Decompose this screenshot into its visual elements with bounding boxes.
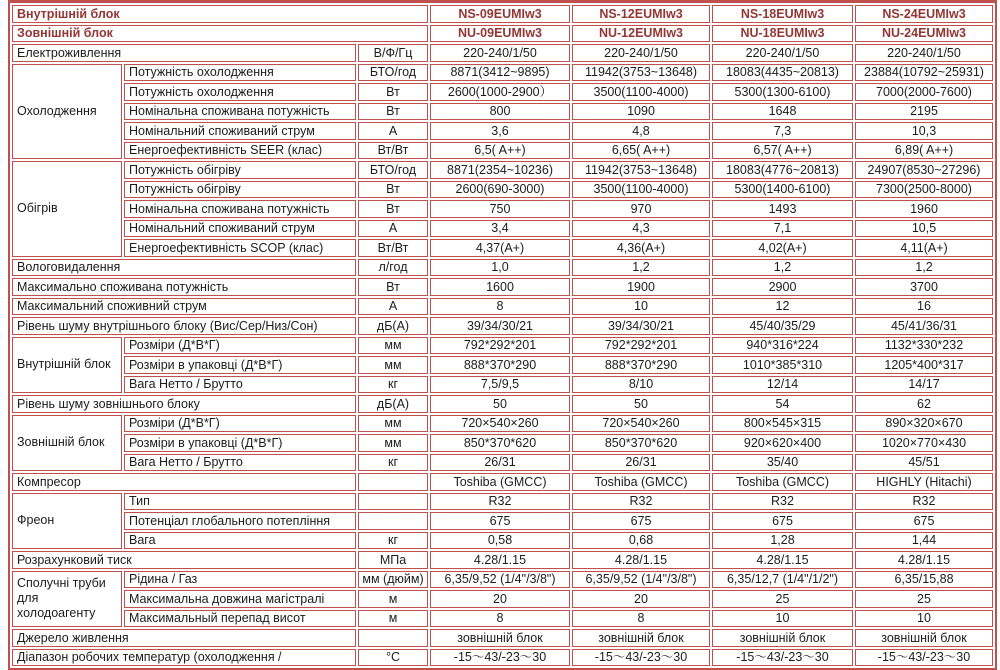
value-cell: 10 xyxy=(572,298,710,316)
value-cell: Toshiba (GMCC) xyxy=(572,473,710,491)
table-row xyxy=(12,629,993,647)
unit-cell: м xyxy=(358,610,428,628)
value-cell: 8 xyxy=(430,610,570,628)
table-row xyxy=(12,259,993,277)
value-cell: HIGHLY (Hitachi) xyxy=(855,473,993,491)
model-cell: NU-09EUMIw3 xyxy=(430,25,570,43)
table-row xyxy=(12,610,993,628)
table-row xyxy=(12,590,993,608)
unit-cell: дБ(А) xyxy=(358,317,428,335)
group-label-cell: Зовнішній блок xyxy=(12,415,122,472)
spec-label-cell: Номінальна споживана потужність xyxy=(124,200,356,218)
table-row xyxy=(12,454,993,472)
unit-cell: Вт/Вт xyxy=(358,239,428,257)
value-cell: 7,1 xyxy=(712,220,853,238)
value-cell: 7,3 xyxy=(712,122,853,140)
table-row xyxy=(12,551,993,569)
value-cell: 26/31 xyxy=(572,454,710,472)
value-cell: зовнішній блок xyxy=(855,629,993,647)
group-label-cell: Обігрів xyxy=(12,161,122,257)
spec-table xyxy=(8,0,997,670)
value-cell: 23884(10792~25931) xyxy=(855,64,993,82)
spec-label-cell: Потужність охолодження xyxy=(124,64,356,82)
spec-label-cell: Розрахунковий тиск xyxy=(12,551,356,569)
value-cell: R32 xyxy=(712,493,853,511)
value-cell: R32 xyxy=(572,493,710,511)
unit-cell: А xyxy=(358,298,428,316)
value-cell: 1020×770×430 xyxy=(855,434,993,452)
value-cell: 10 xyxy=(712,610,853,628)
value-cell: 3,6 xyxy=(430,122,570,140)
value-cell: зовнішній блок xyxy=(712,629,853,647)
unit-cell: В/Ф/Гц xyxy=(358,44,428,62)
value-cell: 12 xyxy=(712,298,853,316)
value-cell: 0,58 xyxy=(430,532,570,550)
model-cell: NS-18EUMIw3 xyxy=(712,5,853,23)
table-row xyxy=(12,376,993,394)
value-cell: 2195 xyxy=(855,103,993,121)
spec-label-cell: Номінальна споживана потужність xyxy=(124,103,356,121)
value-cell: 25 xyxy=(712,590,853,608)
table-row xyxy=(12,181,993,199)
value-cell: 675 xyxy=(430,512,570,530)
value-cell: 1648 xyxy=(712,103,853,121)
value-cell: 750 xyxy=(430,200,570,218)
group-label-cell: Охолодження xyxy=(12,64,122,160)
table-row xyxy=(12,142,993,160)
unit-cell: БТО/год xyxy=(358,64,428,82)
value-cell: 45/40/35/29 xyxy=(712,317,853,335)
spec-label-cell: Джерело живлення xyxy=(12,629,356,647)
value-cell: 1600 xyxy=(430,278,570,296)
value-cell: 220-240/1/50 xyxy=(712,44,853,62)
value-cell: 4.28/1.15 xyxy=(855,551,993,569)
value-cell: 970 xyxy=(572,200,710,218)
spec-label-cell: Вага Нетто / Брутто xyxy=(124,454,356,472)
value-cell: 6,35/9,52 (1/4"/3/8") xyxy=(430,571,570,589)
spec-label-cell: Розміри (Д*В*Г) xyxy=(124,337,356,355)
value-cell: 720×540×260 xyxy=(572,415,710,433)
value-cell: 1,44 xyxy=(855,532,993,550)
spec-label-cell: Розміри в упаковці (Д*В*Г) xyxy=(124,356,356,374)
unit-cell: кг xyxy=(358,376,428,394)
unit-cell: А xyxy=(358,220,428,238)
value-cell: 10,5 xyxy=(855,220,993,238)
value-cell: зовнішній блок xyxy=(572,629,710,647)
value-cell: 1493 xyxy=(712,200,853,218)
value-cell: 11942(3753~13648) xyxy=(572,64,710,82)
value-cell: 850*370*620 xyxy=(572,434,710,452)
group-label-cell: Сполучні труби для холодоагенту xyxy=(12,571,122,628)
value-cell: 4.28/1.15 xyxy=(572,551,710,569)
value-cell: 8871(3412~9895) xyxy=(430,64,570,82)
value-cell: 220-240/1/50 xyxy=(855,44,993,62)
value-cell: 3,4 xyxy=(430,220,570,238)
unit-cell: Вт xyxy=(358,278,428,296)
table-row xyxy=(12,278,993,296)
value-cell: 8 xyxy=(572,610,710,628)
table-row xyxy=(12,44,993,62)
value-cell: 35/40 xyxy=(712,454,853,472)
unit-cell: А xyxy=(358,122,428,140)
value-cell: 45/51 xyxy=(855,454,993,472)
table-row xyxy=(12,649,993,667)
value-cell: 1132*330*232 xyxy=(855,337,993,355)
value-cell: 888*370*290 xyxy=(572,356,710,374)
table-row xyxy=(12,239,993,257)
unit-cell: кг xyxy=(358,532,428,550)
value-cell: 11942(3753~13648) xyxy=(572,161,710,179)
value-cell: R32 xyxy=(430,493,570,511)
unit-cell: МПа xyxy=(358,551,428,569)
unit-cell xyxy=(358,493,428,511)
table-row xyxy=(12,298,993,316)
value-cell: 920×620×400 xyxy=(712,434,853,452)
value-cell: 7000(2000-7600) xyxy=(855,83,993,101)
value-cell: 50 xyxy=(430,395,570,413)
value-cell: 6,57( A++) xyxy=(712,142,853,160)
value-cell: 26/31 xyxy=(430,454,570,472)
value-cell: 24907(8530~27296) xyxy=(855,161,993,179)
value-cell: Toshiba (GMCC) xyxy=(712,473,853,491)
spec-label-cell: Діапазон робочих температур (охолодження / xyxy=(12,649,356,667)
value-cell: 1010*385*310 xyxy=(712,356,853,374)
value-cell: 940*316*224 xyxy=(712,337,853,355)
model-cell: NS-24EUMIw3 xyxy=(855,5,993,23)
header-label-cell: Зовнішній блок xyxy=(12,25,428,43)
unit-cell: БТО/год xyxy=(358,161,428,179)
value-cell: 6,35/12,7 (1/4"/1/2") xyxy=(712,571,853,589)
table-row xyxy=(12,356,993,374)
spec-label-cell: Рідина / Газ xyxy=(124,571,356,589)
value-cell: 6,35/9,52 (1/4"/3/8") xyxy=(572,571,710,589)
spec-label-cell: Максимальна довжина магістралі xyxy=(124,590,356,608)
value-cell: 220-240/1/50 xyxy=(572,44,710,62)
unit-cell: Вт/Вт xyxy=(358,142,428,160)
spec-label-cell: Максимальний споживний струм xyxy=(12,298,356,316)
table-row xyxy=(12,512,993,530)
value-cell: 4,8 xyxy=(572,122,710,140)
value-cell: 45/41/36/31 xyxy=(855,317,993,335)
value-cell: 1,2 xyxy=(712,259,853,277)
spec-label-cell: Потужність обігріву xyxy=(124,181,356,199)
model-cell: NU-24EUMIw3 xyxy=(855,25,993,43)
spec-label-cell: Вага Нетто / Брутто xyxy=(124,376,356,394)
unit-cell xyxy=(358,512,428,530)
value-cell: 6,5( A++) xyxy=(430,142,570,160)
value-cell: 1900 xyxy=(572,278,710,296)
value-cell: 1,28 xyxy=(712,532,853,550)
spec-label-cell: Розміри в упаковці (Д*В*Г) xyxy=(124,434,356,452)
value-cell: -15〜43/-23〜30 xyxy=(572,649,710,667)
value-cell: 6,65( A++) xyxy=(572,142,710,160)
value-cell: 792*292*201 xyxy=(430,337,570,355)
value-cell: 6,89( A++) xyxy=(855,142,993,160)
value-cell: 1,2 xyxy=(855,259,993,277)
value-cell: 25 xyxy=(855,590,993,608)
table-row xyxy=(12,317,993,335)
value-cell: 8/10 xyxy=(572,376,710,394)
value-cell: 20 xyxy=(572,590,710,608)
spec-label-cell: Енергоефективність SEER (клас) xyxy=(124,142,356,160)
table-row xyxy=(12,5,993,23)
value-cell: 888*370*290 xyxy=(430,356,570,374)
group-label-cell: Внутрішній блок xyxy=(12,337,122,394)
value-cell: 800×545×315 xyxy=(712,415,853,433)
value-cell: 62 xyxy=(855,395,993,413)
value-cell: 2600(690-3000) xyxy=(430,181,570,199)
table-row xyxy=(12,473,993,491)
value-cell: 675 xyxy=(712,512,853,530)
spec-label-cell: Тип xyxy=(124,493,356,511)
spec-label-cell: Потужність охолодження xyxy=(124,83,356,101)
model-cell: NS-09EUMIw3 xyxy=(430,5,570,23)
spec-label-cell: Електроживлення xyxy=(12,44,356,62)
spec-label-cell: Енергоефективність SCOP (клас) xyxy=(124,239,356,257)
value-cell: 8 xyxy=(430,298,570,316)
model-cell: NS-12EUMIw3 xyxy=(572,5,710,23)
spec-label-cell: Потужність обігріву xyxy=(124,161,356,179)
table-row xyxy=(12,415,993,433)
spec-label-cell: Номінальний споживаний струм xyxy=(124,220,356,238)
unit-cell: мм xyxy=(358,415,428,433)
value-cell: R32 xyxy=(855,493,993,511)
value-cell: 1090 xyxy=(572,103,710,121)
value-cell: 10 xyxy=(855,610,993,628)
value-cell: 4.28/1.15 xyxy=(712,551,853,569)
table-row xyxy=(12,64,993,82)
spec-label-cell: Компресор xyxy=(12,473,356,491)
value-cell: зовнішній блок xyxy=(430,629,570,647)
table-row xyxy=(12,434,993,452)
spec-label-cell: Рівень шуму внутрішнього блоку (Вис/Сер/Низ/Сон) xyxy=(12,317,356,335)
value-cell: 1,0 xyxy=(430,259,570,277)
value-cell: 220-240/1/50 xyxy=(430,44,570,62)
table-row xyxy=(12,493,993,511)
value-cell: 7,5/9,5 xyxy=(430,376,570,394)
spec-label-cell: Потенціал глобального потепління xyxy=(124,512,356,530)
value-cell: 720×540×260 xyxy=(430,415,570,433)
table-row xyxy=(12,395,993,413)
spec-label-cell: Вологовидалення xyxy=(12,259,356,277)
spec-label-cell: Розміри (Д*В*Г) xyxy=(124,415,356,433)
value-cell: 792*292*201 xyxy=(572,337,710,355)
value-cell: 8871(2354~10236) xyxy=(430,161,570,179)
table-row xyxy=(12,103,993,121)
spec-label-cell: Рівень шуму зовнішнього блоку xyxy=(12,395,356,413)
value-cell: 2600(1000-2900） xyxy=(430,83,570,101)
unit-cell: °С xyxy=(358,649,428,667)
unit-cell xyxy=(358,629,428,647)
value-cell: 54 xyxy=(712,395,853,413)
value-cell: -15〜43/-23〜30 xyxy=(712,649,853,667)
spec-label-cell: Номінальний споживаний струм xyxy=(124,122,356,140)
value-cell: 5300(1300-6100) xyxy=(712,83,853,101)
value-cell: 20 xyxy=(430,590,570,608)
value-cell: 850*370*620 xyxy=(430,434,570,452)
table-row xyxy=(12,161,993,179)
unit-cell: дБ(А) xyxy=(358,395,428,413)
value-cell: Toshiba (GMCC) xyxy=(430,473,570,491)
value-cell: 4,3 xyxy=(572,220,710,238)
value-cell: 5300(1400-6100) xyxy=(712,181,853,199)
table-row xyxy=(12,532,993,550)
value-cell: -15〜43/-23〜30 xyxy=(430,649,570,667)
value-cell: 4,37(A+) xyxy=(430,239,570,257)
value-cell: 890×320×670 xyxy=(855,415,993,433)
spec-label-cell: Максимальный перепад висот xyxy=(124,610,356,628)
value-cell: 4,36(A+) xyxy=(572,239,710,257)
unit-cell: мм xyxy=(358,434,428,452)
unit-cell: Вт xyxy=(358,103,428,121)
value-cell: 675 xyxy=(572,512,710,530)
spec-table-body xyxy=(12,5,993,666)
header-label-cell: Внутрішній блок xyxy=(12,5,428,23)
table-row xyxy=(12,571,993,589)
value-cell: -15〜43/-23〜30 xyxy=(855,649,993,667)
table-row xyxy=(12,220,993,238)
table-row xyxy=(12,200,993,218)
value-cell: 3500(1100-4000) xyxy=(572,83,710,101)
table-row xyxy=(12,83,993,101)
value-cell: 2900 xyxy=(712,278,853,296)
unit-cell: л/год xyxy=(358,259,428,277)
unit-cell: мм xyxy=(358,337,428,355)
value-cell: 39/34/30/21 xyxy=(430,317,570,335)
value-cell: 39/34/30/21 xyxy=(572,317,710,335)
unit-cell xyxy=(358,473,428,491)
value-cell: 1960 xyxy=(855,200,993,218)
value-cell: 50 xyxy=(572,395,710,413)
model-cell: NU-18EUMIw3 xyxy=(712,25,853,43)
unit-cell: мм xyxy=(358,356,428,374)
unit-cell: Вт xyxy=(358,181,428,199)
value-cell: 0,68 xyxy=(572,532,710,550)
unit-cell: Вт xyxy=(358,83,428,101)
value-cell: 4.28/1.15 xyxy=(430,551,570,569)
unit-cell: кг xyxy=(358,454,428,472)
table-row xyxy=(12,122,993,140)
unit-cell: м xyxy=(358,590,428,608)
spec-label-cell: Вага xyxy=(124,532,356,550)
table-row xyxy=(12,25,993,43)
value-cell: 16 xyxy=(855,298,993,316)
value-cell: 6,35/15,88 xyxy=(855,571,993,589)
unit-cell: Вт xyxy=(358,200,428,218)
value-cell: 1205*400*317 xyxy=(855,356,993,374)
spec-label-cell: Максимально споживана потужність xyxy=(12,278,356,296)
group-label-cell: Фреон xyxy=(12,493,122,550)
value-cell: 18083(4776~20813) xyxy=(712,161,853,179)
value-cell: 3500(1100-4000) xyxy=(572,181,710,199)
value-cell: 800 xyxy=(430,103,570,121)
value-cell: 14/17 xyxy=(855,376,993,394)
unit-cell: мм (дюйм) xyxy=(358,571,428,589)
value-cell: 10,3 xyxy=(855,122,993,140)
value-cell: 18083(4435~20813) xyxy=(712,64,853,82)
value-cell: 675 xyxy=(855,512,993,530)
value-cell: 7300(2500-8000) xyxy=(855,181,993,199)
value-cell: 3700 xyxy=(855,278,993,296)
value-cell: 4,11(A+) xyxy=(855,239,993,257)
value-cell: 12/14 xyxy=(712,376,853,394)
value-cell: 1,2 xyxy=(572,259,710,277)
table-row xyxy=(12,337,993,355)
model-cell: NU-12EUMIw3 xyxy=(572,25,710,43)
value-cell: 4,02(A+) xyxy=(712,239,853,257)
